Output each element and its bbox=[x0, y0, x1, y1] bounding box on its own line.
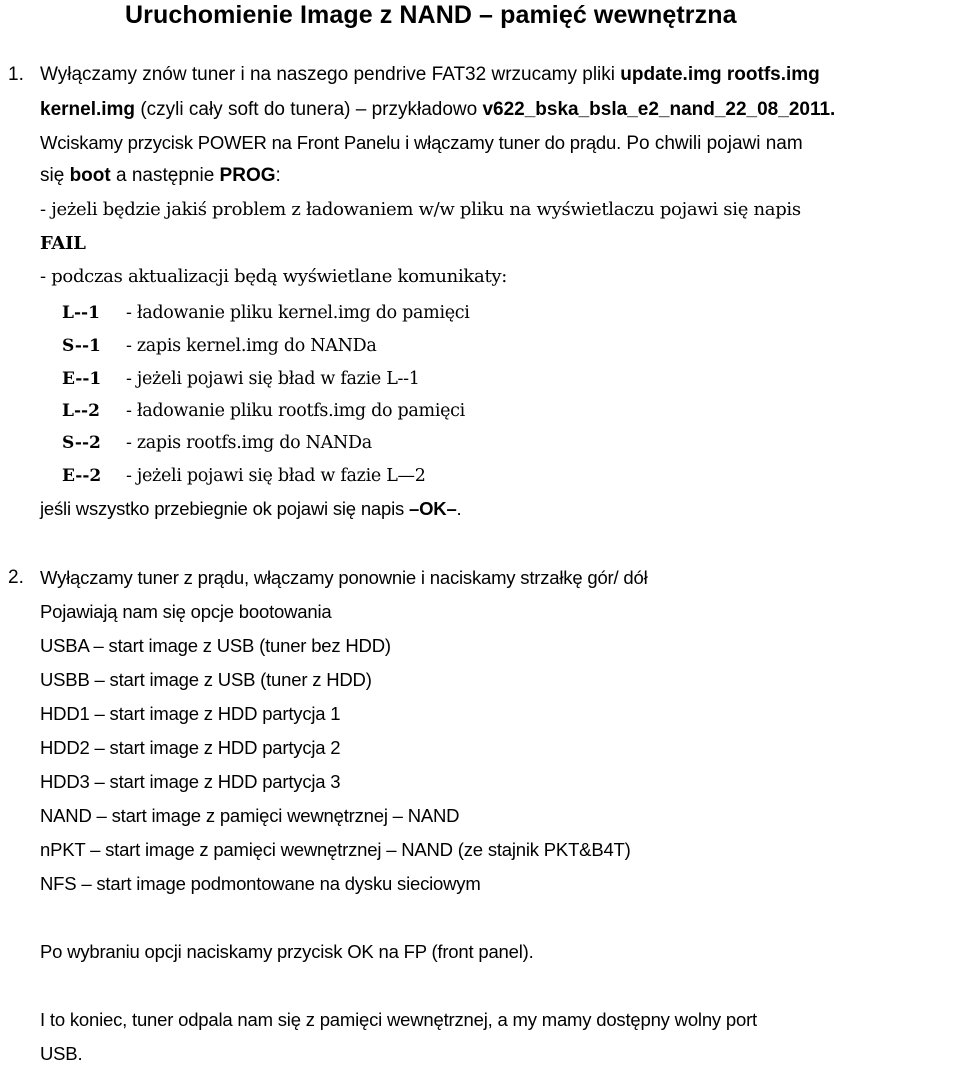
code-row bbox=[62, 333, 376, 358]
boot-bold: boot bbox=[69, 165, 111, 186]
step-1-line-5: - jeżeli będzie jakiś problem z ładowaniem w/w pliku na wyświetlaczu pojawi się napis bbox=[40, 199, 801, 220]
code-row bbox=[62, 463, 426, 488]
code-label: L--2 bbox=[62, 401, 100, 421]
image-name-bold: v622_bska_bsla_e2_nand_22_08_2011. bbox=[482, 99, 836, 120]
code-description: - ładowanie pliku rootfs.img do pamięci bbox=[126, 401, 465, 421]
step-1-number: 1. bbox=[8, 64, 24, 85]
boot-option: HDD3 – start image z HDD partycja 3 bbox=[40, 771, 341, 792]
code-row bbox=[62, 398, 465, 423]
step-2-line: Wyłączamy tuner z prądu, włączamy ponownie i naciskamy strzałkę gór/ dół bbox=[40, 567, 648, 588]
code-label: L--1 bbox=[62, 303, 100, 323]
step-1-line-4 bbox=[40, 164, 281, 188]
code-description: - ładowanie pliku kernel.img do pamięci bbox=[126, 303, 470, 323]
text: . bbox=[456, 498, 462, 519]
step-2-line: Pojawiają nam się opcje bootowania bbox=[40, 601, 332, 622]
boot-option: NFS – start image podmontowane na dysku sieciowym bbox=[40, 873, 481, 894]
ending-line-2: USB. bbox=[40, 1043, 83, 1064]
code-label: E--1 bbox=[62, 369, 102, 389]
text: Wciskamy przycisk POWER na Front Panelu i włączamy tuner do prądu. bbox=[40, 132, 622, 153]
text: jeśli wszystko przebiegnie ok pojawi się napis bbox=[40, 498, 410, 519]
code-row bbox=[62, 300, 470, 325]
boot-option: HDD1 – start image z HDD partycja 1 bbox=[40, 703, 341, 724]
code-description: - jeżeli pojawi się bład w fazie L--1 bbox=[126, 369, 420, 389]
code-description: - jeżeli pojawi się bład w fazie L—2 bbox=[126, 466, 426, 486]
code-label: S--1 bbox=[62, 336, 101, 356]
text: Wyłączamy znów tuner i na naszego pendrive FAT32 wrzucamy pliki bbox=[40, 64, 621, 85]
step-1-line-2 bbox=[40, 98, 835, 122]
step-2-number: 2. bbox=[8, 567, 24, 588]
ending-line-1: I to koniec, tuner odpala nam się z pamięci wewnętrznej, a my mamy dostępny wolny port bbox=[40, 1009, 757, 1030]
step-1-line-1 bbox=[40, 63, 820, 87]
prog-bold: PROG bbox=[219, 165, 276, 186]
text: Po chwili pojawi nam bbox=[621, 133, 803, 154]
boot-option: NAND – start image z pamięci wewnętrznej – NAND bbox=[40, 805, 460, 826]
boot-option: HDD2 – start image z HDD partycja 2 bbox=[40, 737, 341, 758]
code-row bbox=[62, 366, 420, 391]
step-1-ok-line bbox=[40, 497, 462, 521]
code-description: - zapis kernel.img do NANDa bbox=[126, 336, 377, 356]
code-description: - zapis rootfs.img do NANDa bbox=[126, 433, 372, 453]
text: (czyli cały soft do tunera) – przykładowo bbox=[135, 99, 483, 120]
code-label: S--2 bbox=[62, 433, 101, 453]
code-row bbox=[62, 430, 372, 455]
code-label: E--2 bbox=[62, 466, 102, 486]
text: : bbox=[275, 165, 281, 186]
step-1-fail: FAIL bbox=[40, 233, 86, 254]
ok-bold: –OK– bbox=[409, 498, 457, 519]
filenames-bold: update.img rootfs.img bbox=[620, 64, 820, 85]
text: a następnie bbox=[110, 165, 220, 186]
filename-bold: kernel.img bbox=[40, 99, 136, 120]
boot-option: nPKT – start image z pamięci wewnętrznej – NAND (ze stajnik PKT&B4T) bbox=[40, 839, 631, 860]
page-title: Uruchomienie Image z NAND – pamięć wewnętrzna bbox=[125, 1, 737, 29]
boot-option: USBA – start image z USB (tuner bez HDD) bbox=[40, 635, 391, 656]
boot-option: USBB – start image z USB (tuner z HDD) bbox=[40, 669, 372, 690]
select-instruction: Po wybraniu opcji naciskamy przycisk OK na FP (front panel). bbox=[40, 941, 534, 962]
text: się bbox=[40, 165, 70, 186]
step-1-line-7: - podczas aktualizacji będą wyświetlane komunikaty: bbox=[40, 266, 508, 287]
step-1-line-3 bbox=[40, 131, 803, 156]
